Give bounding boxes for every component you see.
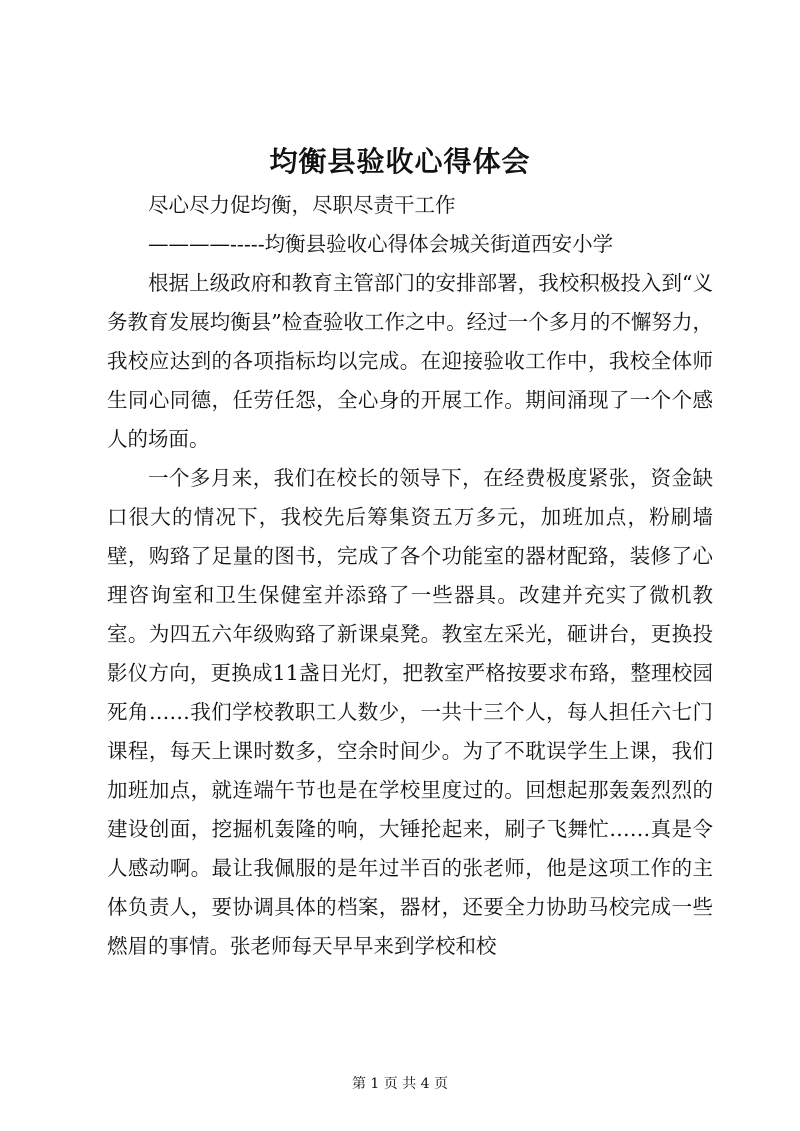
body-paragraph: 根据上级政府和教育主管部门的安排部署，我校积极投入到“义务教育发展均衡县”检查验收工作之中。经过一个多月的不懈努力，我校应达到的各项指标均以完成。在迎接验收工作中，我校全体师生同心同德，任劳任怨，全心身的开展工作。期间涌现了一个个感人的场面。 [107, 271, 713, 451]
subtitle-line: 尽心尽力促均衡，尽职尽责干工作 [148, 193, 456, 217]
page-number-label: 第 1 页 共 4 页 [351, 1076, 449, 1092]
body-paragraph: 一个多月来，我们在校长的领导下，在经费极度紧张，资金缺口很大的情况下，我校先后筹集资五万多元，加班加点，粉刷墙壁，购臵了足量的图书，完成了各个功能室的器材配臵，装修了心理咨询室和卫生保健室并添臵了一些器具。改建并充实了微机教室。为四五六年级购臵了新课桌凳。教室左采光，砸讲台，更换投影仪方向，更换成11盏日光灯，把教室严格按要求布臵，整理校园死角……我们学校教职工人数少，一共十三个人，每人担任六七门课程，每天上课时数多，空余时间少。为了不耽误学生上课，我们加班加点，就连端午节也是在学校里度过的。回想起那轰轰烈烈的建设创面，挖掘机轰隆的响，大锤抡起来，刷子飞舞忙……真是令人感动啊。最让我佩服的是年过半百的张老师，他是这项工作的主体负责人，要协调具体的档案，器材，还要全力协助马校完成一些燃眉的事情。张老师每天早早来到学校和校 [107, 466, 713, 958]
document-title: 均衡县验收心得体会 [269, 145, 531, 178]
author-line: ————-----均衡县验收心得体会城关街道西安小学 [148, 232, 614, 256]
page-footer [0, 1074, 800, 1094]
document-body [107, 186, 713, 966]
